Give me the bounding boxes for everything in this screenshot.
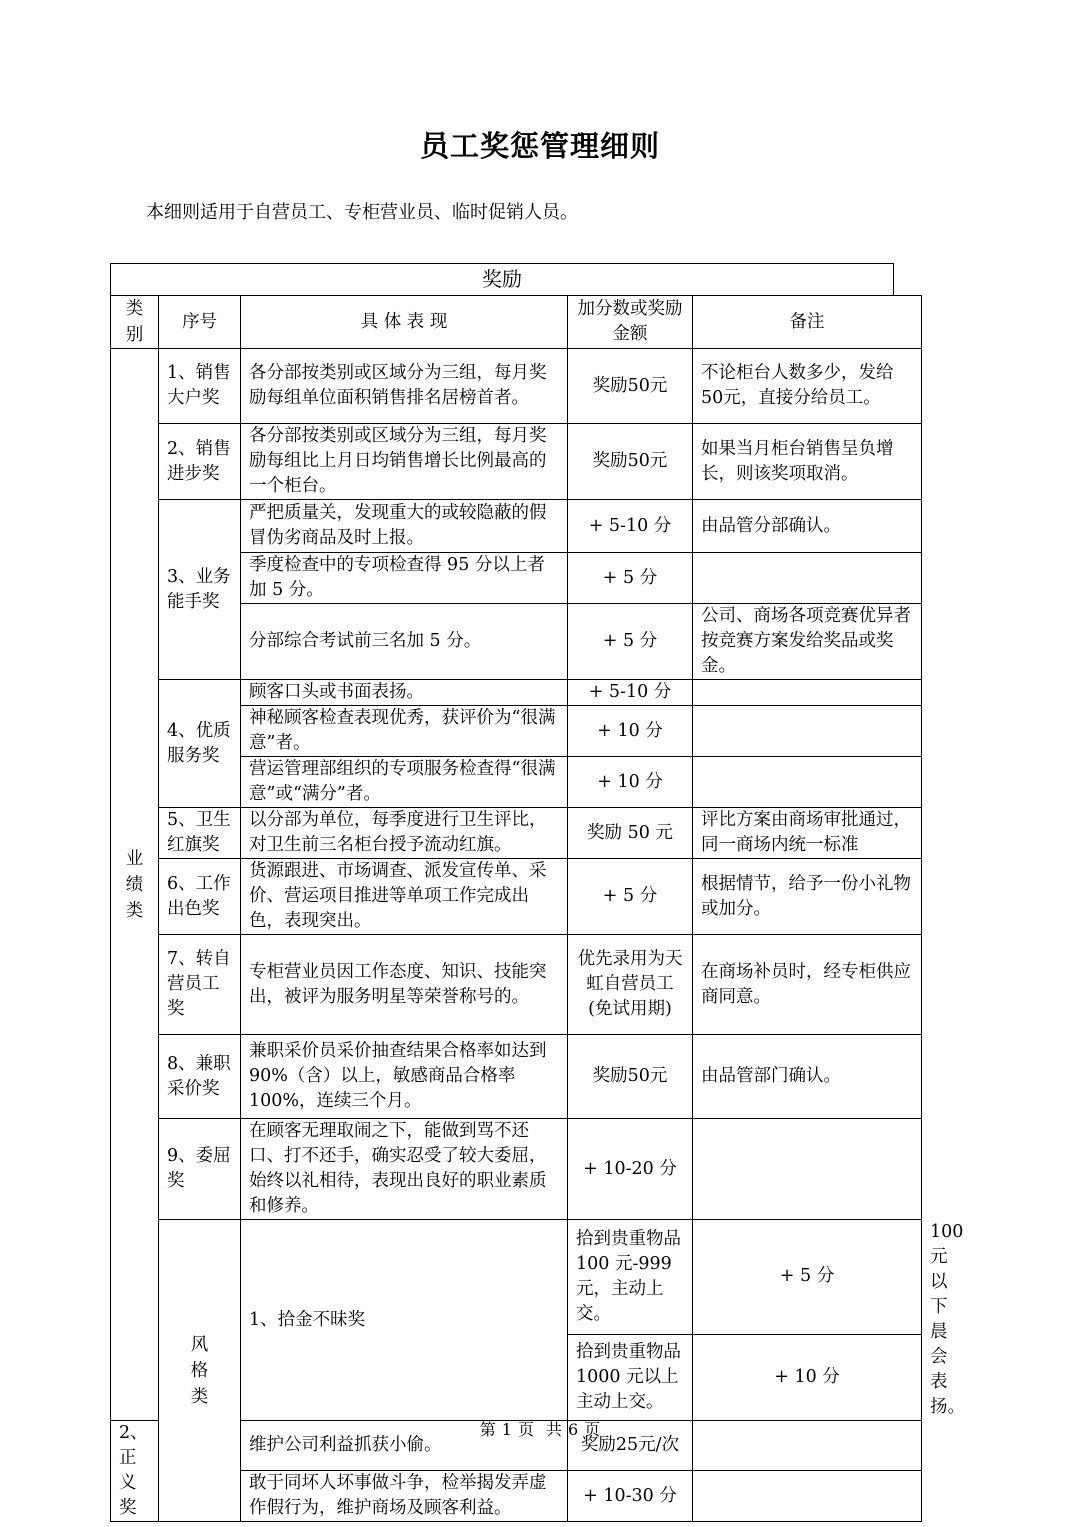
table-row: 风格类 1、拾金不昧奖 拾到贵重物品 100 元-999 元，主动上交。 + 5 分 100 元以下晨会表扬。 xyxy=(111,1220,922,1335)
table-row xyxy=(111,680,922,706)
footer-total-label: 共 xyxy=(546,1420,563,1439)
award-seq: 9、委屈奖 xyxy=(159,1119,241,1220)
page-footer xyxy=(0,1417,1080,1440)
table-row xyxy=(111,424,922,500)
footer-page-label: 第 xyxy=(479,1420,496,1439)
award-note xyxy=(693,706,922,757)
award-seq: 6、工作出色奖 xyxy=(159,859,241,935)
award-detail: 拾到贵重物品 1000 元以上主动上交。 xyxy=(568,1334,693,1420)
award-detail: 营运管理部组织的专项服务检查得“很满意”或“满分”者。 xyxy=(241,757,568,808)
award-amount: + 5 分 xyxy=(693,1220,922,1335)
award-detail: 以分部为单位，每季度进行卫生评比，对卫生前三名柜台授予流动红旗。 xyxy=(241,808,568,859)
award-detail: 维护公司利益抓获小偷。 xyxy=(241,1421,568,1471)
award-amount: + 10 分 xyxy=(568,706,693,757)
award-amount: 奖励50元 xyxy=(568,349,693,424)
award-seq: 7、转自营员工奖 xyxy=(159,935,241,1035)
award-detail: 专柜营业员因工作态度、知识、技能突出，被评为服务明星等荣誉称号的。 xyxy=(241,935,568,1035)
award-amount: 奖励25元/次 xyxy=(568,1421,693,1471)
header-seq: 序号 xyxy=(159,296,241,349)
table-row xyxy=(111,1035,922,1119)
table-row xyxy=(111,349,922,424)
award-detail: 货源跟进、市场调查、派发宣传单、采价、营运项目推进等单项工作完成出色，表现突出。 xyxy=(241,859,568,935)
table-row xyxy=(111,859,922,935)
award-amount: + 5-10 分 xyxy=(568,680,693,706)
award-note: 由品管部门确认。 xyxy=(693,1035,922,1119)
award-amount: + 10 分 xyxy=(568,757,693,808)
header-amount: 加分数或奖励金额 xyxy=(568,296,693,349)
award-detail: 在顾客无理取闹之下，能做到骂不还口、打不还手，确实忍受了较大委屈，始终以礼相待，表现出良好的职业素质和修养。 xyxy=(241,1119,568,1220)
award-note: 根据情节，给予一份小礼物或加分。 xyxy=(693,859,922,935)
footer-page-unit: 页 xyxy=(517,1420,534,1439)
award-note: 公司、商场各项竞赛优异者按竞赛方案发给奖品或奖金。 xyxy=(693,604,922,680)
award-amount: + 5 分 xyxy=(568,604,693,680)
award-seq: 2、正义奖 xyxy=(111,1421,159,1522)
award-amount: + 10-20 分 xyxy=(568,1119,693,1220)
category-style: 风格类 xyxy=(159,1220,241,1522)
award-note: 如果当月柜台销售呈负增长，则该奖项取消。 xyxy=(693,424,922,500)
award-amount: + 10 分 xyxy=(693,1334,922,1420)
award-seq: 8、兼职采价奖 xyxy=(159,1035,241,1119)
award-note xyxy=(693,680,922,706)
award-seq: 2、销售进步奖 xyxy=(159,424,241,500)
award-note xyxy=(693,1119,922,1220)
award-detail: 季度检查中的专项检查得 95 分以上者加 5 分。 xyxy=(241,553,568,604)
award-note: 在商场补员时，经专柜供应商同意。 xyxy=(693,935,922,1035)
award-amount: + 10-30 分 xyxy=(568,1471,693,1522)
footer-total-number: 6 xyxy=(568,1420,579,1439)
table-row xyxy=(111,500,922,553)
footer-total-unit: 页 xyxy=(584,1420,601,1439)
award-note: 由品管分部确认。 xyxy=(693,500,922,553)
award-amount: 奖励50元 xyxy=(568,424,693,500)
award-detail: 拾到贵重物品 100 元-999 元，主动上交。 xyxy=(568,1220,693,1335)
award-amount: + 5 分 xyxy=(568,859,693,935)
award-detail: 分部综合考试前三名加 5 分。 xyxy=(241,604,568,680)
award-seq: 1、销售大户奖 xyxy=(159,349,241,424)
award-detail: 各分部按类别或区域分为三组，每月奖励每组比上月日均销售增长比例最高的一个柜台。 xyxy=(241,424,568,500)
table-row xyxy=(111,808,922,859)
reward-table xyxy=(110,295,965,1522)
header-detail: 具 体 表 现 xyxy=(241,296,568,349)
section-title-reward: 奖励 xyxy=(110,263,894,296)
award-amount: 优先录用为天虹自营员工(免试用期) xyxy=(568,935,693,1035)
award-note xyxy=(693,553,922,604)
award-detail: 兼职采价员采价抽查结果合格率如达到 90%（含）以上，敏感商品合格率100%，连续三个月。 xyxy=(241,1035,568,1119)
table-row xyxy=(111,1119,922,1220)
award-detail: 敢于同坏人坏事做斗争，检举揭发弄虚作假行为，维护商场及顾客利益。 xyxy=(241,1471,568,1522)
award-detail: 严把质量关，发现重大的或较隐蔽的假冒伪劣商品及时上报。 xyxy=(241,500,568,553)
category-performance: 业绩类 xyxy=(111,349,159,1421)
award-amount: + 5 分 xyxy=(568,553,693,604)
award-seq: 4、优质服务奖 xyxy=(159,680,241,808)
award-amount: + 5-10 分 xyxy=(568,500,693,553)
award-detail: 各分部按类别或区域分为三组，每月奖励每组单位面积销售排名居榜首者。 xyxy=(241,349,568,424)
header-category: 类别 xyxy=(111,296,159,349)
award-amount: 奖励 50 元 xyxy=(568,808,693,859)
award-detail: 顾客口头或书面表扬。 xyxy=(241,680,568,706)
award-seq: 5、卫生红旗奖 xyxy=(159,808,241,859)
header-note: 备注 xyxy=(693,296,922,349)
table-header-row xyxy=(111,296,922,349)
award-detail: 神秘顾客检查表现优秀，获评价为“很满意”者。 xyxy=(241,706,568,757)
award-seq: 3、业务能手奖 xyxy=(159,500,241,680)
award-note: 不论柜台人数多少，发给50元，直接分给员工。 xyxy=(693,349,922,424)
award-amount: 奖励50元 xyxy=(568,1035,693,1119)
award-note: 评比方案由商场审批通过，同一商场内统一标准 xyxy=(693,808,922,859)
award-note xyxy=(693,757,922,808)
footer-page-number: 1 xyxy=(501,1420,512,1439)
intro-paragraph: 本细则适用于自营员工、专柜营业员、临时促销人员。 xyxy=(146,202,578,223)
award-seq: 1、拾金不昧奖 xyxy=(241,1220,568,1421)
document-title: 员工奖惩管理细则 xyxy=(419,129,660,163)
table-row xyxy=(111,935,922,1035)
award-note xyxy=(693,1471,922,1522)
